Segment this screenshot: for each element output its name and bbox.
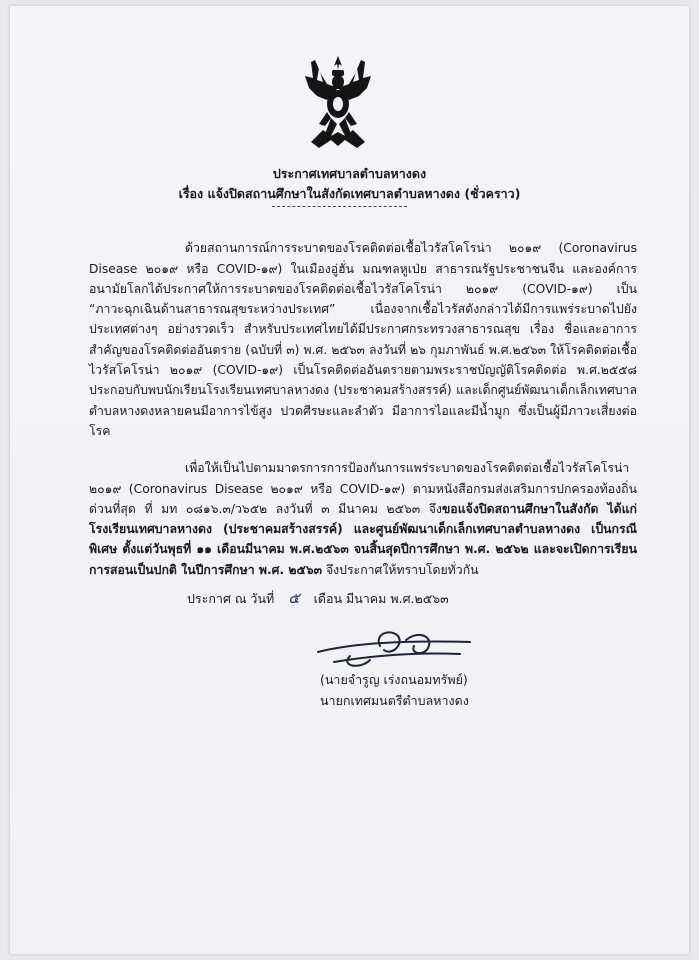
paragraph-announcement-intro: เพื่อให้เป็นไปตามมาตรการการป้องกันการแพร่ระบาดของโรคติดต่อเชื้อไวรัสโคโรน่า ๒๐๑๙ (Coronavirus Disease ๒๐๑๙ หรือ COVID-๑๙) ตามหนังสือกรมส่งเสริมการปกครองท้องถิ่น ด่วนที่สุด ที่ มท ๐๘๑๖.๓/ว๖๕๒ ลงวันที่ ๓ มีนาคม ๒๕๖๓ จึง [89,461,637,516]
handwritten-signature [310,622,480,674]
dateline-announce: ประกาศ ณ วันที่ [187,591,275,606]
announcement-subject: เรื่อง แจ้งปิดสถานศึกษาในสังกัดเทศบาลตำบลหางดง (ชั่วคราว) [178,186,521,201]
signer-name: (นายจำรูญ เร่งถนอมทรัพย์) [320,672,468,687]
paragraph-announcement [89,458,637,580]
heading-divider [272,206,407,207]
paragraph-announcement-closure: ขอแจ้งปิดสถานศึกษาในสังกัด ได้แก่ โรงเรียนเทศบาลหางดง (ประชาคมสร้างสรรค์) และศูนย์พัฒนาเด็กเล็กเทศบาลตำบลหางดง เป็นกรณีพิเศษ ตั้งแต่วันพุธที่ ๑๑ เดือนมีนาคม พ.ศ.๒๕๖๓ จนสิ้นสุดปีการศึกษา พ.ศ. ๒๕๖๒ และจะเปิดการเรียนการสอนเป็นปกติ ในปีการศึกษา พ.ศ. ๒๕๖๓ [89,501,637,577]
announcement-heading: ประกาศเทศบาลตำบลหางดง [272,166,427,181]
dateline-day: ๕ [288,589,300,607]
dateline [187,586,459,610]
paragraph-announcement-outro: จึงประกาศให้ทราบโดยทั่วกัน [322,562,479,577]
signer-title: นายกเทศมนตรีตำบลหางดง [320,693,469,708]
paragraph-background: ด้วยสถานการณ์การระบาดของโรคติดต่อเชื้อไวรัสโคโรน่า ๒๐๑๙ (Coronavirus Disease ๒๐๑๙ หรือ COVID-๑๙) ในเมืองอู่ฮั่น มณฑลหูเป่ย สาธารณรัฐประชาชนจีน และองค์การอนามัยโลกได้ประกาศให้การระบาดของโรคติดต่อเชื้อไวรัสโคโรน่า ๒๐๑๙ (COVID-๑๙) เป็น “ภาวะฉุกเฉินด้านสาธารณสุขระหว่างประเทศ” เนื่องจากเชื้อไวรัสดังกล่าวได้มีการแพร่ระบาดไปยังประเทศต่างๆ อย่างรวดเร็ว สำหรับประเทศไทยได้มีประกาศกระทรวงสาธารณสุข เรื่อง ชื่อและอาการสำคัญของโรคติดต่ออันตราย (ฉบับที่ ๓) พ.ศ. ๒๕๖๓ ลงวันที่ ๒๖ กุมภาพันธ์ พ.ศ.๒๕๖๓ ให้โรคติดต่อเชื้อไวรัสโคโรน่า ๒๐๑๙ (COVID-๑๙) เป็นโรคติดต่ออันตรายตามพระราชบัญญัติโรคติดต่อ พ.ศ.๒๕๕๘ ประกอบกับพบนักเรียนโรงเรียนเทศบาลหางดง (ประชาคมสร้างสรรค์) และเด็กศูนย์พัฒนาเด็กเล็กเทศบาลตำบลหางดงหลายคนมีอาการไข้สูง ปวดศีรษะและลำตัว มีอาการไอและมีน้ำมูก ซึ่งเป็นผู้มีภาวะเสี่ยงต่อโรค [89,241,637,438]
garuda-emblem-icon [301,54,375,154]
document-page [10,6,689,954]
dateline-month-year: เดือน มีนาคม พ.ศ.๒๕๖๓ [313,591,449,606]
